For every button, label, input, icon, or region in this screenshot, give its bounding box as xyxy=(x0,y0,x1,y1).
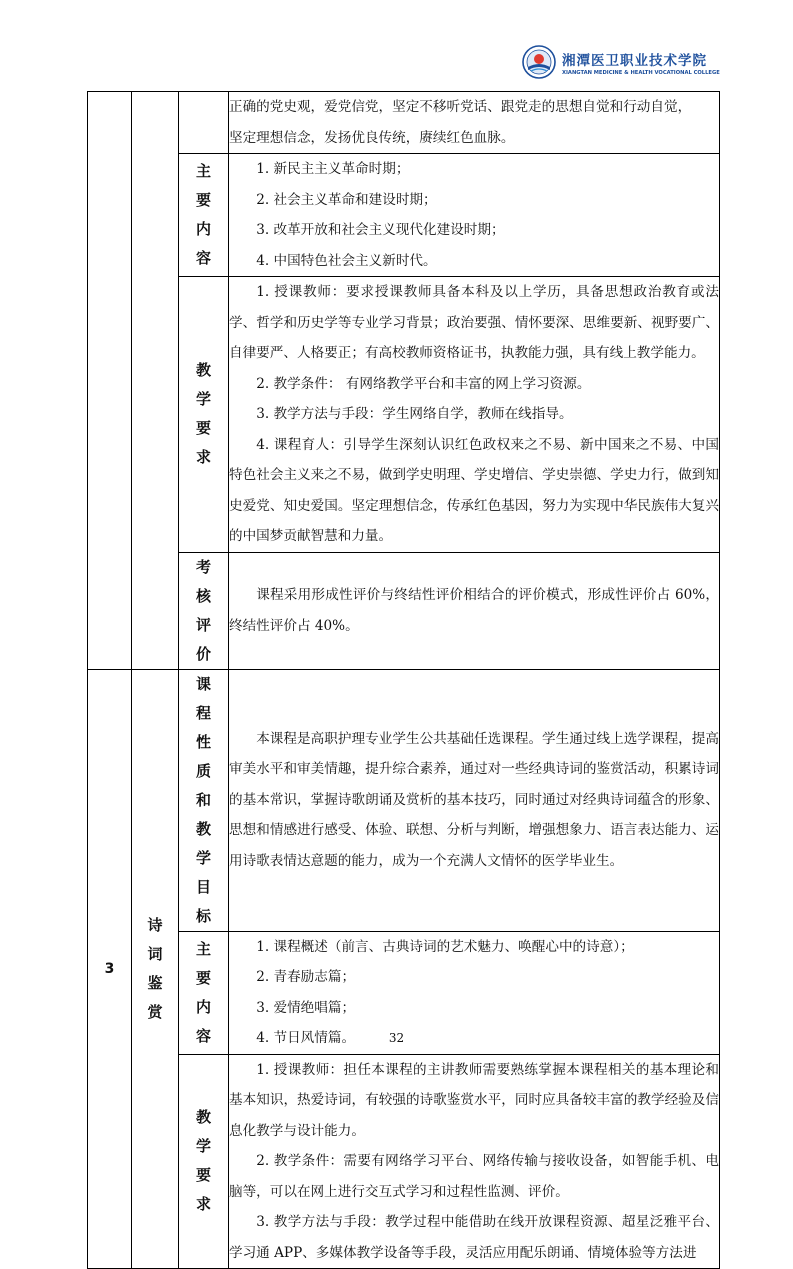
table-row xyxy=(88,277,720,553)
list-item: 2. 社会主义革命和建设时期； xyxy=(256,191,437,208)
main-content-list xyxy=(229,154,720,277)
table-row xyxy=(88,669,720,931)
paragraph: 1. 授课教师：担任本课程的主讲教师需要熟练掌握本课程相关的基本理论和基本知识，热爱诗词，有较强的诗歌鉴赏水平，同时应具备较丰富的教学经验及信息化教学与设计能力。 xyxy=(229,1061,719,1139)
list-item: 1. 新民主主义革命时期； xyxy=(256,161,410,177)
college-seal-icon xyxy=(522,45,556,79)
college-name-cn: 湘潭医卫职业技术学院 xyxy=(562,52,707,69)
paragraph: 3. 教学方法与手段：学生网络自学，教师在线指导。 xyxy=(256,406,573,422)
paragraph: 1. 授课教师：要求授课教师具备本科及以上学历，具备思想政治教育或法学、哲学和历史学等专业学习背景；政治要强、情怀要深、思维要新、视野要广、自律要严、人格要正；有高校教师资格证书，执教能力强，具有线上教学能力。 xyxy=(229,284,719,361)
main-content-label: 主要内容 xyxy=(179,931,229,1054)
college-name-en: XIANGTAN MEDICINE & HEALTH VOCATIONAL COLLEGE xyxy=(562,69,720,76)
list-item: 2. 青春励志篇； xyxy=(256,969,356,985)
list-item: 1. 课程概述（前言、古典诗词的艺术魅力、唤醒心中的诗意）； xyxy=(256,938,634,955)
table-row xyxy=(88,92,720,154)
main-content-label: 主要内容 xyxy=(179,154,229,277)
course-name-cell xyxy=(132,92,179,670)
course-number: 3 xyxy=(88,669,132,1269)
assessment-text: 课程采用形成性评价与终结性评价相结合的评价模式，形成性评价占 60%，终结性评价占 40%。 xyxy=(229,552,720,669)
teaching-requirements-label: 教学要求 xyxy=(179,277,229,553)
objective-text xyxy=(229,92,720,154)
intro-line: 正确的党史观，爱党信党，坚定不移听党话、跟党走的思想自觉和行动自觉， xyxy=(229,99,692,115)
teaching-requirements-text xyxy=(229,1054,720,1269)
table-row xyxy=(88,1054,720,1269)
list-item: 3. 改革开放和社会主义现代化建设时期； xyxy=(256,222,505,238)
list-item: 4. 中国特色社会主义新时代。 xyxy=(256,252,437,269)
page-number: 32 xyxy=(388,1031,405,1045)
course-nature-text: 本课程是高职护理专业学生公共基础任选课程。学生通过线上选学课程，提高审美水平和审美情趣，提升综合素养，通过对一些经典诗词的鉴赏活动，积累诗词的基本常识，掌握诗歌朗诵及赏析的基本技巧，同时通过对经典诗词蕴含的形象、思想和情感进行感受、体验、联想、分析与判断，增强想象力、语言表达能力、运用诗歌表情达意题的能力，成为一个充满人文情怀的医学毕业生。 xyxy=(229,669,720,931)
list-item: 4. 节日风情篇。 xyxy=(256,1030,356,1046)
row-label xyxy=(179,92,229,154)
list-item: 3. 爱情绝唱篇； xyxy=(256,999,356,1016)
course-table xyxy=(87,91,720,1269)
table-row xyxy=(88,154,720,277)
course-nature-label: 课程性质和教学目标 xyxy=(179,669,229,931)
intro-line: 坚定理想信念，发扬优良传统，赓续红色血脉。 xyxy=(229,129,515,146)
college-logo xyxy=(522,42,754,82)
paragraph: 3. 教学方法与手段：教学过程中能借助在线开放课程资源、超星泛雅平台、学习通 APP、多媒体教学设备等手段，灵活应用配乐朗诵、情境体验等方法进 xyxy=(229,1214,719,1261)
paragraph: 2. 教学条件：需要有网络学习平台、网络传输与接收设备，如智能手机、电脑等，可以在网上进行交互式学习和过程性监测、评价。 xyxy=(229,1153,719,1200)
teaching-requirements-label: 教学要求 xyxy=(179,1054,229,1269)
teaching-requirements-text xyxy=(229,277,720,553)
course-name: 诗词鉴赏 xyxy=(132,669,179,1269)
course-number-cell xyxy=(88,92,132,670)
assessment-label: 考核评价 xyxy=(179,552,229,669)
table-row xyxy=(88,552,720,669)
paragraph: 4. 课程育人：引导学生深刻认识红色政权来之不易、新中国来之不易、中国特色社会主义来之不易，做到学史明理、学史增信、学史崇德、学史力行，做到知史爱党、知史爱国。坚定理想信念，传承红色基因，努力为实现中华民族伟大复兴的中国梦贡献智慧和力量。 xyxy=(229,436,719,544)
paragraph: 2. 教学条件： 有网络教学平台和丰富的网上学习资源。 xyxy=(256,375,591,392)
